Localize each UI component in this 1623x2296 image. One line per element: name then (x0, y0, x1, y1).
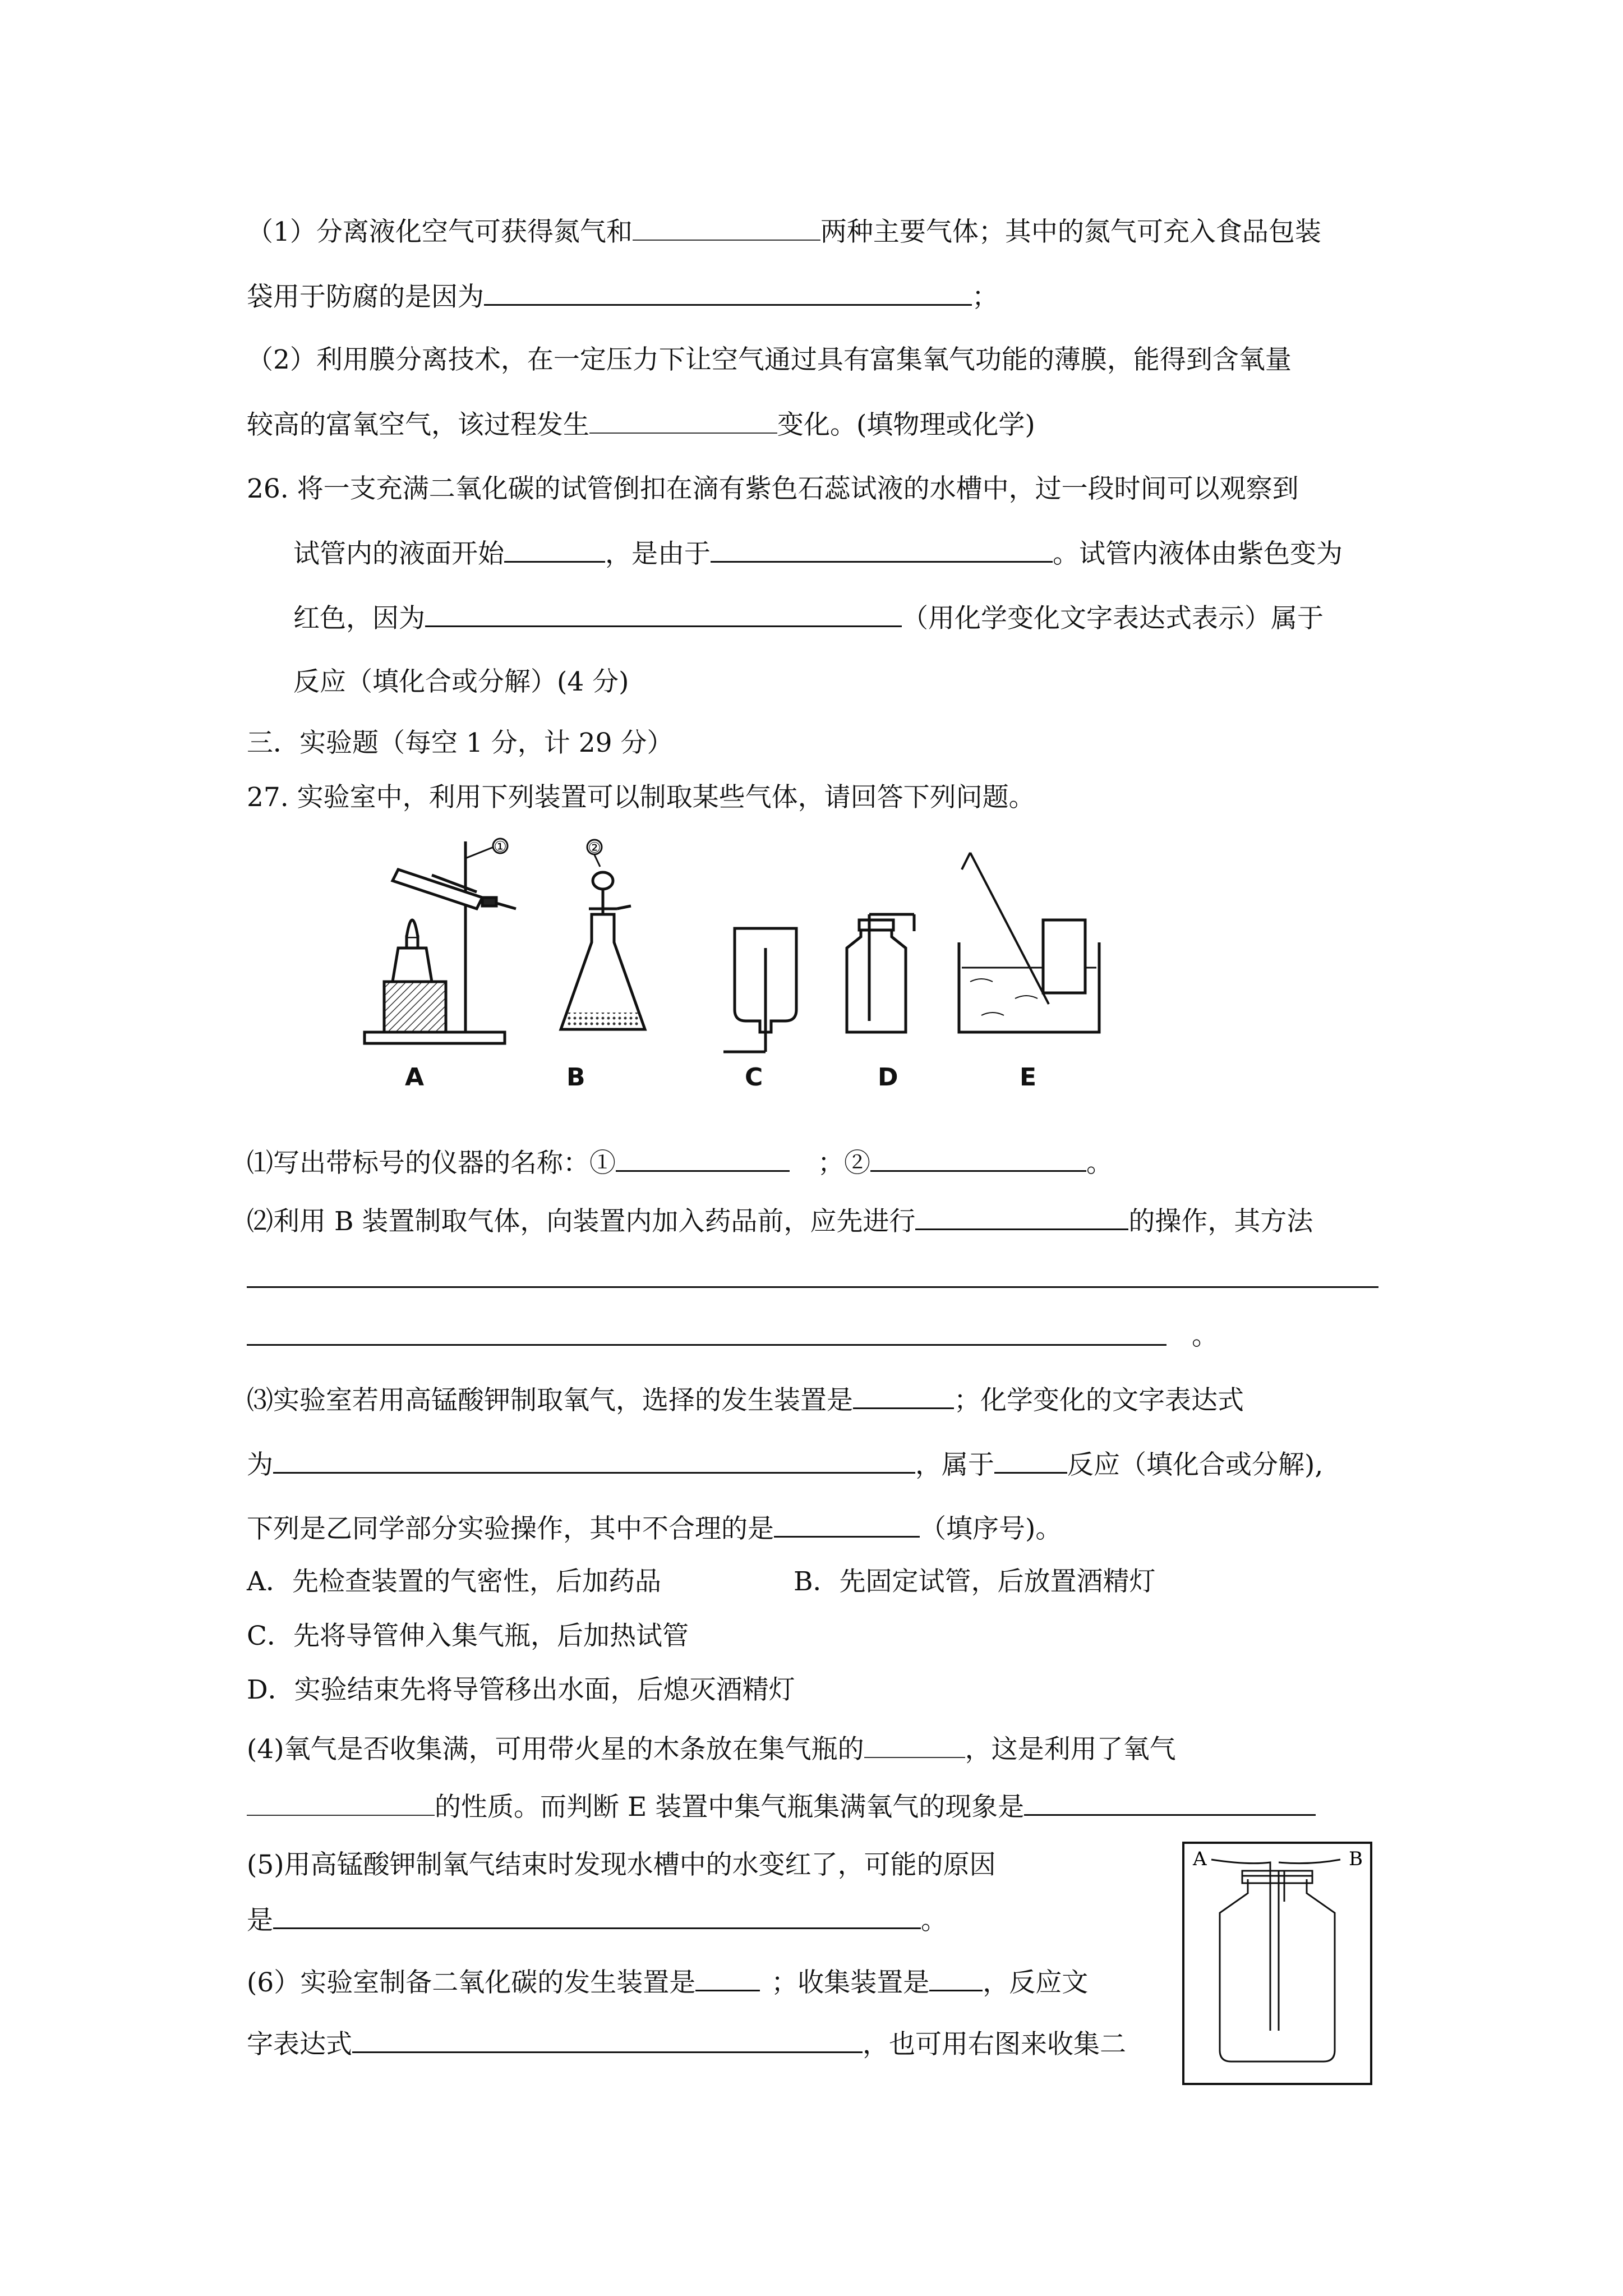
q27-text: ⑴写出带标号的仪器的名称：① (247, 1148, 616, 1179)
answer-blank[interactable] (994, 1447, 1067, 1474)
q27-text: 下列是乙同学部分实验操作，其中不合理的是 (247, 1513, 774, 1544)
answer-blank[interactable] (616, 1145, 790, 1172)
answer-blank[interactable] (1024, 1789, 1316, 1816)
section-heading (247, 726, 673, 760)
q27-text: ，反应文 (983, 1967, 1089, 1998)
q26-line-4 (293, 665, 629, 699)
q26-line-3 (293, 601, 1324, 636)
q27-part-2-end (1192, 1319, 1218, 1353)
bottle-label-a: A (1193, 1848, 1207, 1870)
answer-blank[interactable] (273, 1903, 921, 1929)
option-a (247, 1565, 661, 1599)
q26-text: 。试管内液体由紫色变为 (1053, 539, 1343, 569)
q25-line-1 (247, 215, 1321, 249)
circled-mark-1: ① (494, 839, 507, 855)
q27-text: ；② (818, 1148, 870, 1179)
answer-blank[interactable] (425, 601, 902, 627)
q27-part-3-line-3 (247, 1511, 1062, 1546)
gas-bottle-figure (1181, 1840, 1374, 2087)
apparatus-e (959, 853, 1099, 1032)
q27-part-5-line-1 (247, 1848, 996, 1882)
q27-text: (4)氧气是否收集满，可用带火星的木条放在集气瓶的 (247, 1734, 864, 1765)
q26-text: 试管内的液面开始 (293, 539, 504, 569)
q27-text: ⑶实验室若用高锰酸钾制取氧气，选择的发生装置是 (247, 1385, 853, 1416)
figure-label-b: B (566, 1063, 585, 1092)
answer-blank[interactable] (633, 215, 820, 241)
q27-text: (6）实验室制备二氧化碳的发生装置是 (247, 1967, 696, 1998)
bottle-label-b: B (1349, 1848, 1363, 1870)
option-text: A．先检查装置的气密性，后加药品 (247, 1566, 661, 1597)
apparatus-c (723, 928, 796, 1052)
answer-blank[interactable] (774, 1511, 920, 1538)
option-d (247, 1673, 795, 1707)
q27-intro (247, 781, 1035, 815)
apparatus-b (561, 840, 645, 1029)
answer-blank[interactable] (273, 1447, 915, 1474)
q27-part-2 (247, 1204, 1313, 1239)
q25-text: ； (972, 282, 998, 312)
apparatus-figure (353, 836, 1116, 1105)
answer-blank[interactable] (589, 408, 777, 434)
q25-text: 变化。(填物理或化学) (777, 409, 1035, 440)
q27-text: （填序号)。 (920, 1513, 1062, 1544)
q26-text: （用化学变化文字表达式表示）属于 (902, 603, 1324, 634)
q25-text: 两种主要气体；其中的氮气可充入食品包装 (820, 217, 1321, 247)
option-text: B．先固定试管，后放置酒精灯 (794, 1566, 1156, 1597)
q25-text: （2）利用膜分离技术，在一定压力下让空气通过具有富集氧气功能的薄膜，能得到含氧量 (247, 344, 1292, 375)
option-b (794, 1565, 1156, 1599)
figure-label-c: C (745, 1063, 763, 1092)
option-text: C．先将导管伸入集气瓶，后加热试管 (247, 1621, 689, 1651)
q27-part-3-line-1 (247, 1383, 1244, 1418)
circled-mark-2: ② (588, 840, 601, 857)
q25-text: 袋用于防腐的是因为 (247, 282, 484, 312)
q26-text: 反应（填化合或分解）(4 分) (293, 666, 629, 697)
section-title: 三．实验题（每空 1 分，计 29 分） (247, 728, 674, 758)
q27-text: ，属于 (915, 1450, 994, 1480)
q27-part-5-line-2 (247, 1903, 947, 1938)
figure-label-a: A (405, 1063, 425, 1092)
q26-line-1 (247, 472, 1299, 506)
answer-blank[interactable] (864, 1732, 965, 1758)
q25-line-3 (247, 343, 1292, 377)
q26-line-2 (293, 536, 1343, 571)
q27-text: 27. 实验室中，利用下列装置可以制取某些气体，请回答下列问题。 (247, 782, 1035, 813)
q27-text: ⑵利用 B 装置制取气体，向装置内加入药品前，应先进行 (247, 1206, 916, 1237)
answer-blank[interactable] (853, 1383, 954, 1409)
apparatus-d (847, 914, 914, 1032)
answer-blank[interactable] (484, 279, 972, 306)
q27-text: 字表达式 (247, 2029, 352, 2060)
q27-text: 是 (247, 1905, 273, 1936)
q27-part-6-line-2 (247, 2027, 1126, 2062)
option-text: D．实验结束先将导管移出水面，后熄灭酒精灯 (247, 1674, 795, 1705)
q27-part-6-line-1 (247, 1965, 1088, 2000)
q27-text: 。 (921, 1905, 947, 1936)
q27-text: 反应（填化合或分解), (1067, 1450, 1324, 1480)
q26-text: 26. 将一支充满二氧化碳的试管倒扣在滴有紫色石蕊试液的水槽中，过一段时间可以观察到 (247, 473, 1299, 504)
q26-text: ，是由于 (605, 539, 711, 569)
q27-text: ；收集装置是 (771, 1967, 930, 1998)
answer-blank[interactable] (929, 1965, 983, 1991)
figure-label-e: E (1020, 1063, 1037, 1092)
q27-text: ，这是利用了氧气 (965, 1734, 1176, 1765)
q27-text: ；化学变化的文字表达式 (954, 1385, 1244, 1416)
q25-line-2 (247, 279, 998, 314)
q27-text: 。 (1192, 1320, 1218, 1351)
q27-text: (5)用高锰酸钾制氧气结束时发现水槽中的水变红了，可能的原因 (247, 1849, 996, 1880)
q27-text: 为 (247, 1450, 273, 1480)
q27-part-1 (247, 1145, 1113, 1180)
q25-text: 较高的富氧空气，该过程发生 (247, 409, 589, 440)
q27-text: 的性质。而判断 E 装置中集气瓶集满氧气的现象是 (435, 1792, 1025, 1823)
option-c (247, 1619, 689, 1653)
answer-line[interactable] (247, 1286, 1378, 1288)
answer-blank[interactable] (352, 2027, 863, 2053)
q27-text: 的操作，其方法 (1128, 1206, 1313, 1237)
answer-line[interactable] (247, 1344, 1166, 1346)
q27-part-4-line-2 (247, 1789, 1316, 1824)
q27-text: ，也可用右图来收集二 (863, 2029, 1126, 2060)
answer-blank[interactable] (870, 1145, 1086, 1172)
answer-blank[interactable] (247, 1790, 435, 1816)
q25-text: （1）分离液化空气可获得氮气和 (247, 217, 633, 247)
q26-text: 红色，因为 (293, 603, 425, 634)
answer-blank[interactable] (915, 1204, 1128, 1230)
answer-blank[interactable] (711, 536, 1053, 563)
q27-text: 。 (1086, 1148, 1113, 1179)
apparatus-a (365, 839, 516, 1043)
figure-label-d: D (878, 1063, 898, 1092)
q25-line-4 (247, 408, 1035, 442)
answer-blank[interactable] (504, 536, 605, 563)
q27-part-4-line-1 (247, 1732, 1176, 1766)
q27-part-3-line-2 (247, 1447, 1323, 1482)
answer-blank[interactable] (695, 1965, 760, 1991)
